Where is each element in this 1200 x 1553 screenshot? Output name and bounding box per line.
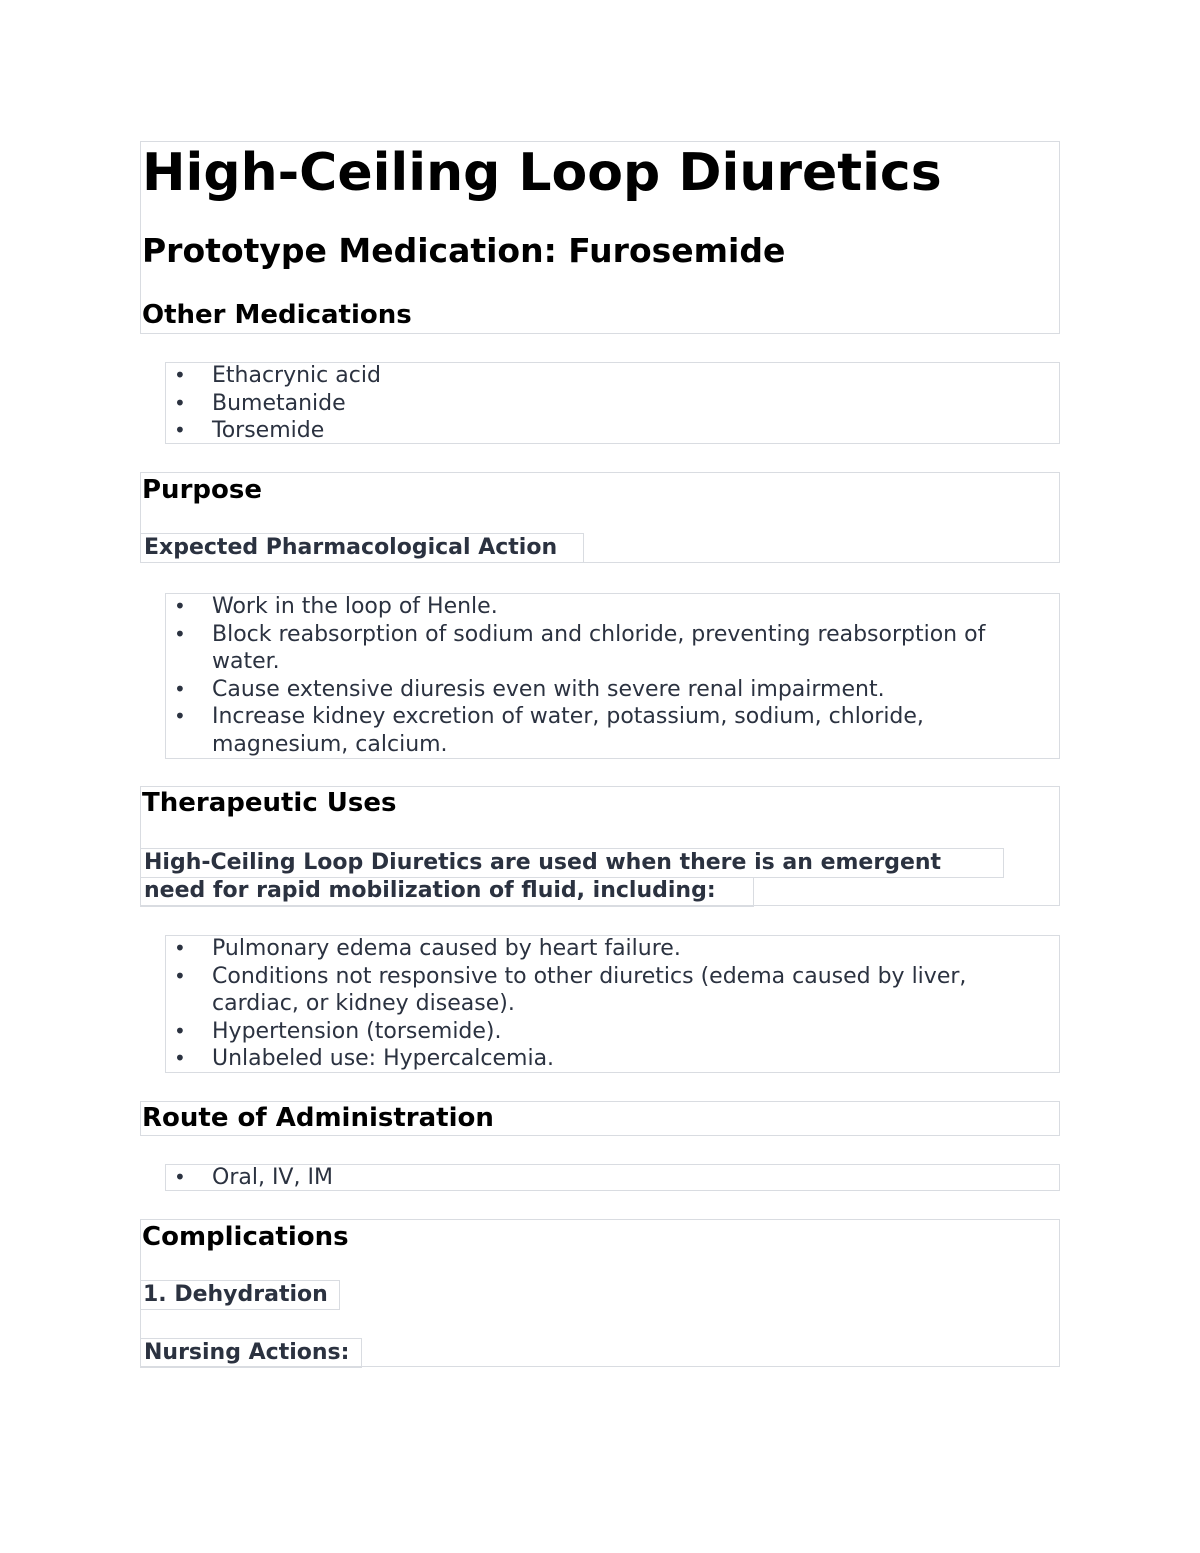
- list-item-text: Ethacrynic acid: [212, 363, 381, 388]
- page-title: High-Ceiling Loop Diuretics: [142, 143, 942, 203]
- list-item-text: Unlabeled use: Hypercalcemia.: [212, 1046, 555, 1071]
- complications-heading: Complications: [142, 1222, 349, 1252]
- bullet-icon: •: [174, 390, 186, 415]
- bullet-icon: •: [174, 1018, 186, 1043]
- therapeutic-uses-heading: Therapeutic Uses: [142, 788, 397, 818]
- bullet-icon: •: [174, 621, 186, 646]
- route-heading: Route of Administration: [142, 1103, 494, 1133]
- list-item: [166, 935, 1052, 963]
- route-list: [166, 1164, 1052, 1192]
- bullet-icon: •: [174, 594, 186, 618]
- list-item-text: Pulmonary edema caused by heart failure.: [212, 936, 681, 961]
- list-item-text: Block reabsorption of sodium and chloride, preventing reabsorption of water.: [212, 621, 986, 674]
- list-item: [166, 621, 1052, 676]
- list-item: [166, 362, 1052, 390]
- bullet-icon: •: [174, 704, 186, 728]
- list-item: [166, 1045, 1052, 1073]
- list-item-text: Hypertension (torsemide).: [212, 1018, 502, 1044]
- purpose-list: [166, 593, 1052, 758]
- purpose-subheading: Expected Pharmacological Action: [144, 535, 558, 560]
- complication-1: 1. Dehydration: [143, 1282, 328, 1307]
- therapeutic-intro-line2: need for rapid mobilization of fluid, including:: [144, 878, 716, 903]
- list-item: [166, 417, 1052, 445]
- nursing-actions-label: Nursing Actions:: [144, 1340, 350, 1365]
- bullet-icon: •: [174, 676, 186, 701]
- list-item-text: Increase kidney excretion of water, potassium, sodium, chloride, magnesium, calcium.: [212, 704, 924, 757]
- bullet-icon: •: [174, 1165, 186, 1189]
- bullet-icon: •: [174, 1046, 186, 1070]
- list-item: [166, 390, 1052, 418]
- list-item: [166, 1164, 1052, 1192]
- list-item: [166, 703, 1052, 758]
- therapeutic-uses-list: [166, 935, 1052, 1073]
- other-medications-list: [166, 362, 1052, 445]
- list-item: [166, 593, 1052, 621]
- list-item-text: Torsemide: [212, 418, 325, 443]
- list-item-text: Cause extensive diuresis even with severe renal impairment.: [212, 676, 885, 702]
- bullet-icon: •: [174, 418, 186, 442]
- list-item: [166, 963, 1052, 1018]
- bullet-icon: •: [174, 936, 186, 960]
- list-item-text: Work in the loop of Henle.: [212, 594, 498, 619]
- list-item-text: Bumetanide: [212, 390, 346, 416]
- purpose-heading: Purpose: [142, 475, 262, 505]
- other-medications-heading: Other Medications: [142, 300, 412, 330]
- therapeutic-intro-line1: High-Ceiling Loop Diuretics are used when there is an emergent: [144, 850, 942, 875]
- prototype-heading: Prototype Medication: Furosemide: [142, 231, 786, 270]
- list-item: [166, 676, 1052, 704]
- bullet-icon: •: [174, 363, 186, 387]
- list-item-text: Conditions not responsive to other diuretics (edema caused by liver, cardiac, or kidney disease).: [212, 963, 967, 1016]
- list-item: [166, 1018, 1052, 1046]
- bullet-icon: •: [174, 963, 186, 988]
- list-item-text: Oral, IV, IM: [212, 1165, 333, 1190]
